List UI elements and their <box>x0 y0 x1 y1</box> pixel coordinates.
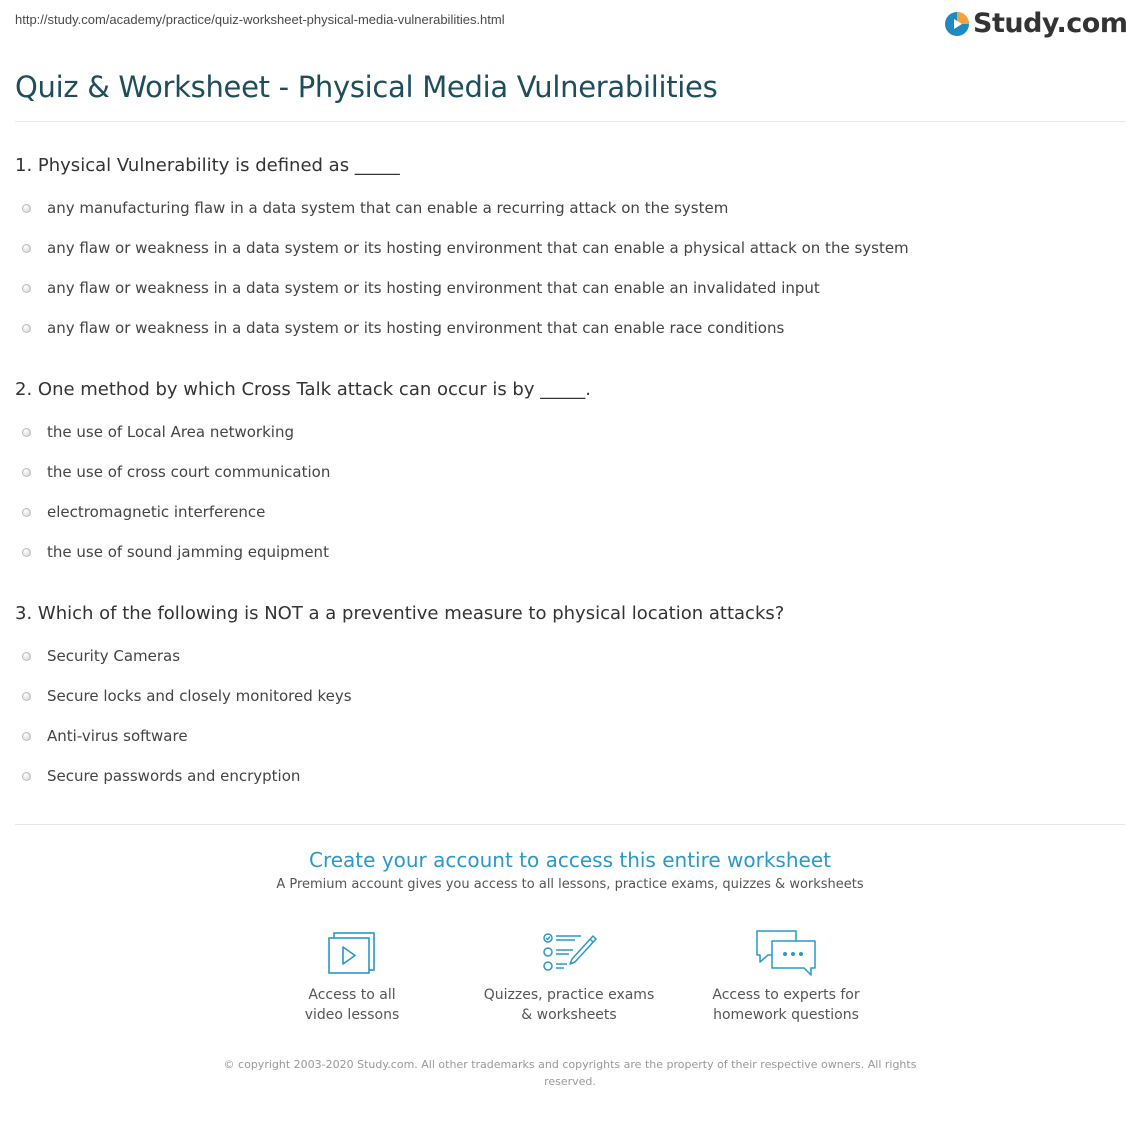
q2-option-2[interactable] <box>22 463 330 481</box>
question-2: 2. One method by which Cross Talk attack can occur is by _____. <box>15 379 591 400</box>
copyright-footer <box>220 1056 920 1090</box>
option-label: Security Cameras <box>47 647 181 665</box>
radio-button[interactable] <box>22 204 31 213</box>
q1-option-4[interactable] <box>22 319 784 337</box>
create-account-link[interactable]: Create your account to access this entire worksheet <box>309 848 831 872</box>
question-1: 1. Physical Vulnerability is defined as _____ <box>15 155 400 176</box>
q2-option-1[interactable] <box>22 423 294 441</box>
expert-chat-icon <box>754 928 818 976</box>
option-label: any flaw or weakness in a data system or its hosting environment that can enable race conditions <box>47 319 785 337</box>
question-3: 3. Which of the following is NOT a a preventive measure to physical location attacks? <box>15 603 785 624</box>
feature-video-lessons <box>252 928 452 1025</box>
option-label: Anti-virus software <box>47 727 188 745</box>
feature-label-line: & worksheets <box>521 1007 617 1023</box>
q2-option-3[interactable] <box>22 503 265 521</box>
page-title: Quiz & Worksheet - Physical Media Vulnerabilities <box>15 70 718 104</box>
option-label: the use of cross court communication <box>47 463 331 481</box>
feature-label-line: homework questions <box>713 1007 859 1023</box>
video-lesson-icon <box>324 928 380 976</box>
radio-button[interactable] <box>22 508 31 517</box>
study-logo[interactable] <box>944 8 1127 39</box>
radio-button[interactable] <box>22 732 31 741</box>
radio-button[interactable] <box>22 428 31 437</box>
feature-quizzes <box>469 928 669 1025</box>
copyright-line: reserved. <box>544 1075 596 1088</box>
feature-label-line: Quizzes, practice exams <box>483 987 655 1003</box>
feature-label-line: Access to experts for <box>712 987 860 1003</box>
option-label: Secure passwords and encryption <box>47 767 301 785</box>
study-logo-icon <box>944 11 970 37</box>
radio-button[interactable] <box>22 284 31 293</box>
radio-button[interactable] <box>22 324 31 333</box>
q3-option-1[interactable] <box>22 647 180 665</box>
radio-button[interactable] <box>22 468 31 477</box>
option-label: the use of Local Area networking <box>47 423 294 441</box>
q1-option-3[interactable] <box>22 279 820 297</box>
cta-divider <box>15 824 1125 825</box>
feature-label-line: Access to all <box>308 987 396 1003</box>
page-url: http://study.com/academy/practice/quiz-worksheet-physical-media-vulnerabilities.html <box>15 12 505 27</box>
q2-option-4[interactable] <box>22 543 329 561</box>
q3-option-2[interactable] <box>22 687 352 705</box>
q1-option-1[interactable] <box>22 199 728 217</box>
radio-button[interactable] <box>22 772 31 781</box>
option-label: electromagnetic interference <box>47 503 266 521</box>
quiz-checklist-icon <box>539 928 599 976</box>
option-label: any flaw or weakness in a data system or its hosting environment that can enable a physical attack on the system <box>47 239 909 257</box>
q1-option-2[interactable] <box>22 239 909 257</box>
radio-button[interactable] <box>22 652 31 661</box>
option-label: the use of sound jamming equipment <box>47 543 329 561</box>
option-label: Secure locks and closely monitored keys <box>47 687 352 705</box>
option-label: any manufacturing flaw in a data system that can enable a recurring attack on the system <box>47 199 729 217</box>
q3-option-3[interactable] <box>22 727 188 745</box>
logo-text: Study.com <box>973 8 1128 39</box>
title-divider <box>15 121 1125 122</box>
feature-experts <box>686 928 886 1025</box>
q3-option-4[interactable] <box>22 767 300 785</box>
radio-button[interactable] <box>22 692 31 701</box>
feature-label-line: video lessons <box>304 1007 400 1023</box>
copyright-line: © copyright 2003-2020 Study.com. All other trademarks and copyrights are the property of their respective owners. All rights <box>223 1058 917 1071</box>
radio-button[interactable] <box>22 548 31 557</box>
premium-description: A Premium account gives you access to all lessons, practice exams, quizzes & worksheets <box>276 877 864 892</box>
option-label: any flaw or weakness in a data system or its hosting environment that can enable an invalidated input <box>47 279 820 297</box>
radio-button[interactable] <box>22 244 31 253</box>
